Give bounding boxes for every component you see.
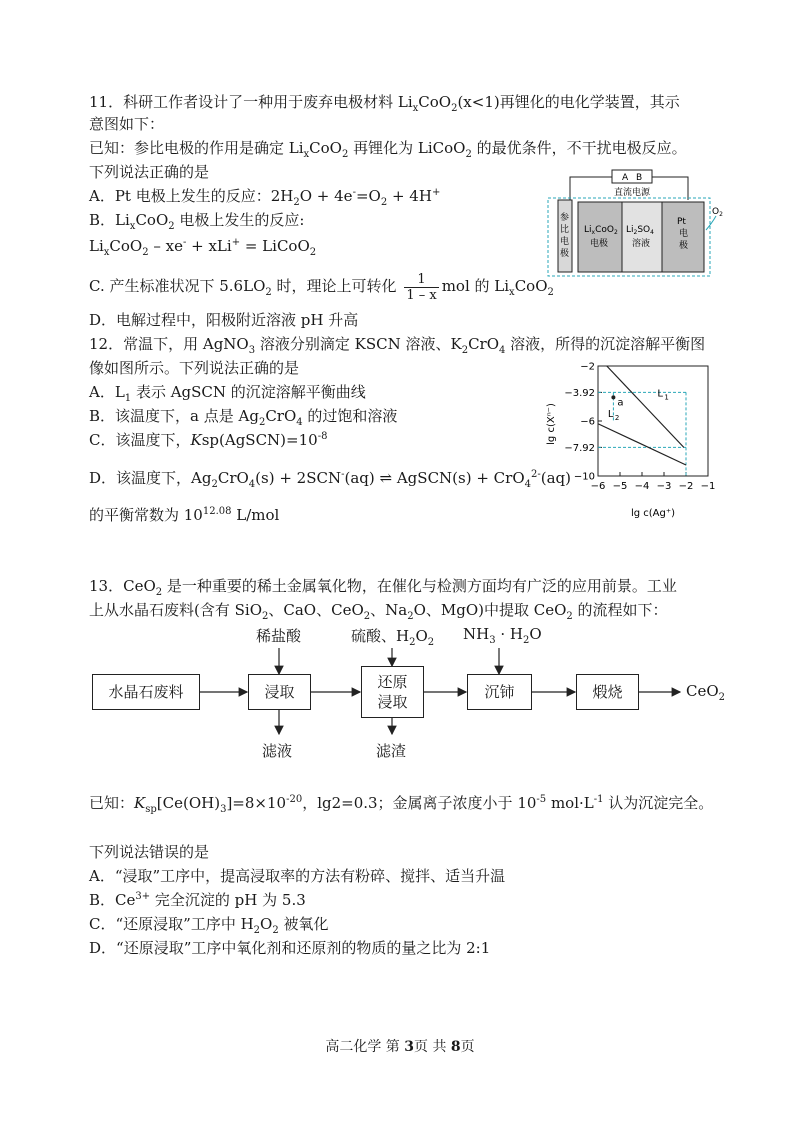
q12-option-d: D．该温度下，$Ag_2CrO_4(s) + 2SCN^-(aq)$ ⇌ AgSCN(s) + CrO$_4^{2-}$(aq): [89, 469, 571, 490]
x-axis-label: lg c(Ag⁺): [630, 508, 676, 519]
ref-char-3: 电: [560, 237, 570, 247]
q13-option-d: D．“还原浸取”工序中氧化剂和还原剂的物质的量之比为 2:1: [89, 939, 491, 957]
q13-stem-line1: 13．CeO$_2$ 是一种重要的稀土金属氧化物，在催化与检测方面均有广泛的应用前景。工业: [89, 577, 677, 598]
li2so4-solution: [622, 202, 662, 272]
flow-box-reductive-leaching: 还原 浸取: [361, 666, 424, 718]
pt-label-3: 极: [679, 241, 689, 251]
q12-option-c: C．该温度下，$Ksp(AgSCN)=10^{-8}$: [89, 431, 328, 449]
q13-known: 已知：$K_{sp}[Ce(OH)_3]=8\times 10^{-20}$，lg2=0.3；金属离子浓度小于 $10^{-5}$ $mol\cdot L^{-1}$ 认为沉淀完全。: [89, 794, 714, 815]
q11-option-b: B．$Li_xCoO_2$ 电极上发生的反应:: [89, 211, 305, 232]
series-label-l1-sub: 1: [664, 393, 669, 402]
q12-option-a: A．$L_1$ 表示 AgSCN 的沉淀溶解平衡曲线: [89, 383, 366, 404]
wire-right: [652, 177, 688, 200]
series-line-l2: [598, 424, 686, 465]
x-tick-label: −2: [678, 481, 694, 492]
flow-output-filtrate: 滤液: [262, 742, 293, 760]
q12-stem-line1: 12．常温下，用 AgNO$_3$ 溶液分别滴定 KSCN 溶液、$K_2CrO_4$ 溶液，所得的沉淀溶解平衡图: [89, 335, 706, 356]
reference-electrode: [558, 200, 572, 272]
q13-stem-line2: 上从水晶石废料(含有 SiO$_2$、CaO、CeO$_2$、$Na_2O$、MgO)中提取 CeO$_2$ 的流程如下：: [89, 601, 668, 622]
ref-char-1: 参: [560, 213, 570, 223]
y-tick-label: −3.92: [564, 387, 595, 399]
wire-left: [570, 177, 612, 200]
point-a-label: a: [617, 397, 624, 409]
flow-box-raw-material: 水晶石废料: [92, 674, 200, 710]
x-tick-label: −6: [590, 481, 606, 492]
q12-option-d-cont: 的平衡常数为 $10^{12.08}$ L/mol: [89, 506, 280, 524]
flow-input-h2so4-h2o2: 硫酸、$H_2O_2$: [351, 627, 435, 648]
q13-option-a: A．“浸取”工序中，提高浸取率的方法有粉碎、搅拌、适当升温: [89, 867, 506, 885]
li2so4-label-2: 溶液: [632, 239, 651, 249]
y-tick-label: −10: [573, 471, 595, 483]
li2so4-label: $Li_2SO_4$: [626, 225, 654, 236]
series-label-l2-sub: 2: [614, 413, 620, 422]
q11-option-d: D．电解过程中，阳极附近溶液 pH 升高: [89, 311, 359, 329]
licoo2-electrode-label: $Li_xCoO_2$: [584, 225, 618, 236]
q13-ask: 下列说法错误的是: [89, 843, 210, 861]
q12-option-b: B．该温度下，a 点是 $Ag_2CrO_4$ 的过饱和溶液: [89, 407, 398, 428]
ref-char-2: 比: [560, 225, 570, 235]
x-tick-label: −1: [700, 481, 716, 492]
power-supply-box: [612, 170, 652, 183]
power-supply-label: 直流电源: [614, 188, 651, 198]
q13-option-b: B．$Ce^{3+}$ 完全沉淀的 pH 为 5.3: [89, 891, 306, 909]
pt-label-2: 电: [679, 229, 689, 239]
fraction: $\frac{1}{1 - x}$: [406, 271, 437, 303]
electrolysis-diagram: [540, 168, 730, 278]
x-tick-label: −3: [656, 481, 672, 492]
q11-stem-line2: 意图如下：: [89, 115, 165, 133]
y-tick-label: −7.92: [564, 442, 595, 454]
q13-option-c: C．“还原浸取”工序中 $H_2O_2$ 被氧化: [89, 915, 329, 936]
y-tick-label: −2: [580, 361, 595, 373]
q11-option-a: A．Pt 电极上发生的反应：$2H_2O + 4e^-=O_2 + 4H^+$: [89, 187, 441, 208]
series-label-l2: L: [607, 408, 614, 420]
precipitation-equilibrium-chart: [538, 352, 728, 524]
terminal-b-label: B: [636, 173, 643, 183]
q11-known: 已知：参比电极的作用是确定 $Li_xCoO_2$ 再锂化为 LiCoO$_2$ 的最优条件，不干扰电极反应。: [89, 139, 687, 160]
oxygen-arrow: [706, 216, 716, 230]
x-tick-label: −5: [612, 481, 628, 492]
q11-option-c: C. 产生标准状况下 $5.6LO_2$ 时，理论上可转化 $\frac{1}{1 - x}$ mol 的 $Li_xCoO_2$: [89, 271, 554, 303]
q11-stem-line1: 11．科研工作者设计了一种用于废弃电极材料 $Li_xCoO_2(x<1)$再锂化的电化学装置，其示: [89, 93, 680, 114]
licoo2-electrode: [578, 202, 622, 272]
flow-box-cerium-precipitation: 沉铈: [467, 674, 532, 710]
series-label-l1: L: [657, 388, 663, 400]
flow-product: CeO$_2$: [686, 682, 726, 703]
flow-box-leaching: 浸取: [248, 674, 311, 710]
point-a-marker: [611, 395, 615, 399]
flow-input-hcl: 稀盐酸: [256, 627, 302, 645]
flow-output-residue: 滤渣: [376, 742, 407, 760]
ref-char-4: 极: [560, 249, 570, 259]
licoo2-electrode-label-2: 电极: [590, 239, 609, 249]
q11-option-b-equation: $Li_xCoO_2 - xe^- + xLi^+$ = LiCoO$_2$: [89, 237, 317, 258]
y-axis-label: lg c(Xⁿ⁻): [546, 403, 557, 445]
flow-input-ammonia: $NH_3 \cdot H_2O$: [463, 625, 542, 646]
x-tick-label: −4: [634, 481, 650, 492]
pt-label-1: Pt: [677, 217, 686, 227]
page-footer: 高二化学 第 3页 共 8页: [325, 1039, 475, 1055]
terminal-a-label: A: [622, 173, 629, 183]
q11-ask: 下列说法正确的是: [89, 163, 210, 181]
q12-stem-line2: 像如图所示。下列说法正确的是: [89, 359, 300, 377]
oxygen-label: $O_2$: [712, 207, 723, 218]
y-tick-label: −6: [580, 416, 595, 428]
flow-box-calcination: 煅烧: [576, 674, 639, 710]
